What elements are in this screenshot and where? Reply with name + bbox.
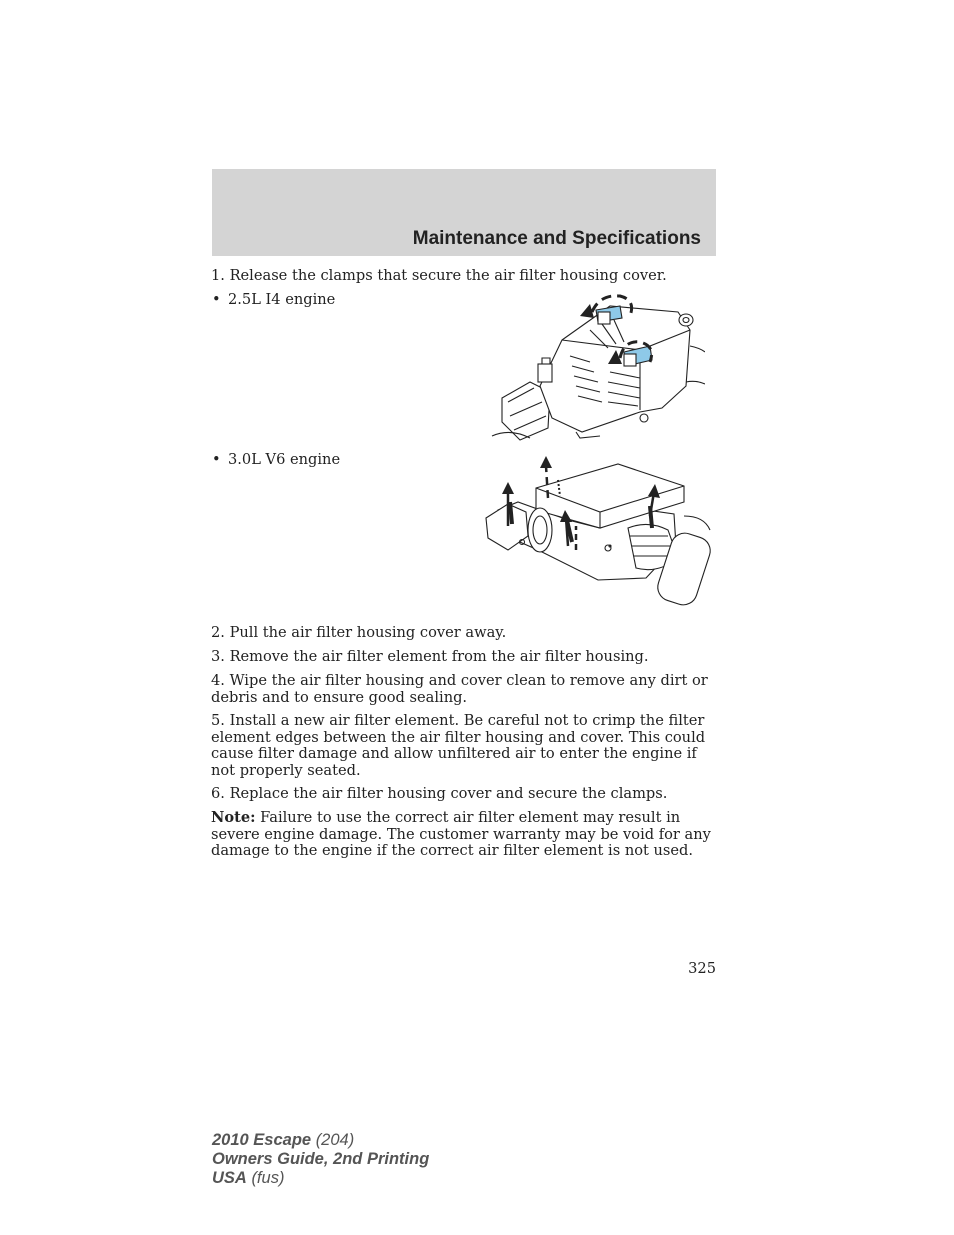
footer-guide: Owners Guide, 2nd Printing <box>212 1150 430 1168</box>
page-number: 325 <box>688 960 716 977</box>
step-1: 1. Release the clamps that secure the air filter housing cover. <box>211 267 667 284</box>
document-footer <box>212 1131 429 1188</box>
note-text: Failure to use the correct air filter element may result in severe engine damage. The customer warranty may be void for any damage to the engine if the correct air filter element is not used. <box>211 809 711 860</box>
bullet-i4-label: 2.5L I4 engine <box>228 291 336 308</box>
section-title: Maintenance and Specifications <box>412 228 701 249</box>
step-3: 3. Remove the air filter element from the air filter housing. <box>211 648 649 665</box>
step-6: 6. Replace the air filter housing cover and secure the clamps. <box>211 785 668 802</box>
bullet-dot: • <box>212 291 221 308</box>
bullet-dot: • <box>212 451 221 468</box>
i4-air-filter-housing-illustration <box>490 290 705 445</box>
footer-market-code: (fus) <box>251 1169 285 1187</box>
section-header-band <box>212 169 716 256</box>
step-4: 4. Wipe the air filter housing and cover clean to remove any dirt or debris and to ensure good sealing. <box>211 672 708 706</box>
footer-market: USA <box>212 1169 247 1187</box>
note-label: Note: <box>211 809 256 826</box>
footer-model-code: (204) <box>315 1131 355 1149</box>
footer-model: 2010 Escape <box>212 1131 312 1149</box>
bullet-i4-engine <box>212 292 335 309</box>
step-2: 2. Pull the air filter housing cover away. <box>211 624 507 641</box>
bullet-v6-label: 3.0L V6 engine <box>228 451 341 468</box>
note-paragraph <box>211 810 716 860</box>
footer-guide-line <box>212 1150 429 1169</box>
footer-market-line <box>212 1169 429 1188</box>
bullet-v6-engine <box>212 452 340 469</box>
footer-model-line <box>212 1131 429 1150</box>
step-5: 5. Install a new air filter element. Be careful not to crimp the filter element edges between the air filter housing and cover. This could cause filter damage and allow unfiltered air to enter the engine if not properly seated. <box>211 712 706 779</box>
v6-air-filter-housing-illustration <box>478 450 713 610</box>
